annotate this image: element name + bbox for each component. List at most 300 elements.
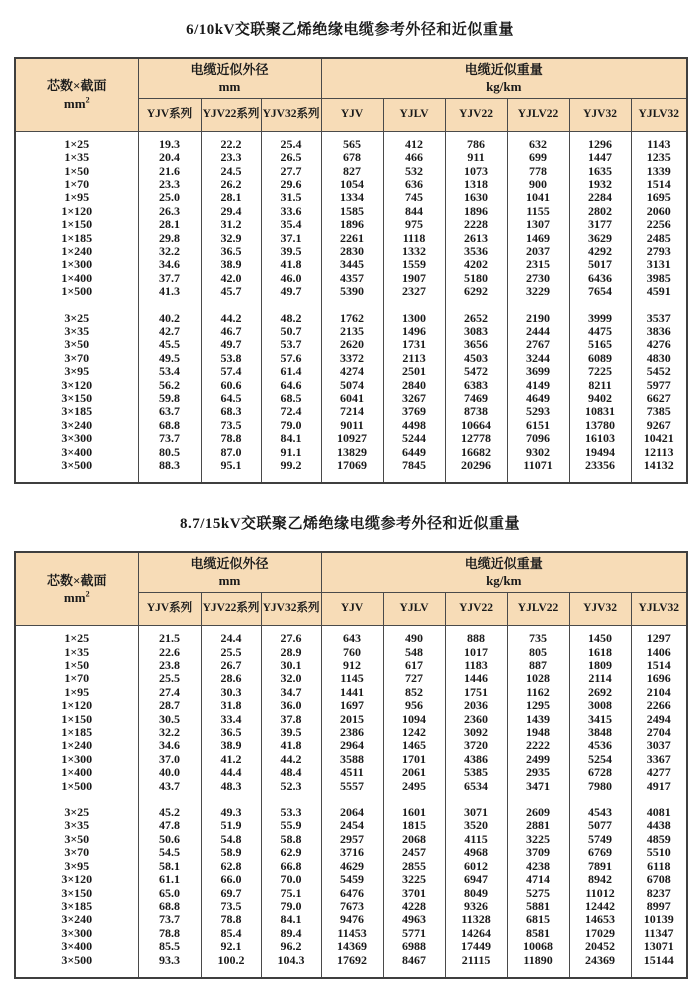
header-od-group-cell <box>138 552 321 592</box>
header-yjv32-series: YJV32系列 <box>261 98 321 131</box>
value-cell: 735 <box>507 626 569 646</box>
value-cell: 16103 <box>569 432 631 445</box>
spec-cell: 1×120 <box>15 205 138 218</box>
spec-cell: 3×400 <box>15 940 138 953</box>
value-cell: 14653 <box>569 913 631 926</box>
table-row <box>15 419 687 432</box>
value-cell: 33.4 <box>201 713 261 726</box>
table-row <box>15 699 687 712</box>
value-cell: 4081 <box>631 806 687 819</box>
table-row <box>15 940 687 953</box>
value-cell: 92.1 <box>201 940 261 953</box>
table-row <box>15 325 687 338</box>
value-cell: 32.2 <box>138 245 201 258</box>
value-cell: 1635 <box>569 165 631 178</box>
value-cell: 3092 <box>445 726 507 739</box>
value-cell: 760 <box>321 646 383 659</box>
value-cell: 8211 <box>569 379 631 392</box>
value-cell: 36.5 <box>201 245 261 258</box>
header-wt-group-cell <box>321 58 687 98</box>
value-cell: 12113 <box>631 446 687 459</box>
value-cell: 78.8 <box>201 432 261 445</box>
value-cell: 64.6 <box>261 379 321 392</box>
value-cell: 41.3 <box>138 285 201 298</box>
value-cell: 4438 <box>631 819 687 832</box>
value-cell: 48.3 <box>201 780 261 793</box>
value-cell: 32.2 <box>138 726 201 739</box>
header-spec-unit: $mm^2$ <box>63 95 90 111</box>
value-cell: 3225 <box>507 833 569 846</box>
value-cell: 1441 <box>321 686 383 699</box>
value-cell: 3537 <box>631 312 687 325</box>
value-cell: 60.6 <box>201 379 261 392</box>
value-cell: 1073 <box>445 165 507 178</box>
header-yjlv: YJLV <box>383 593 445 626</box>
value-cell: 1300 <box>383 312 445 325</box>
header-wt-unit: kg/km <box>486 78 522 94</box>
value-cell: 5749 <box>569 833 631 846</box>
value-cell: 4963 <box>383 913 445 926</box>
value-cell: 26.7 <box>201 659 261 672</box>
value-cell: 37.8 <box>261 713 321 726</box>
table-row <box>15 392 687 405</box>
value-cell: 2386 <box>321 726 383 739</box>
value-cell: 2256 <box>631 218 687 231</box>
value-cell: 26.3 <box>138 205 201 218</box>
value-cell: 17449 <box>445 940 507 953</box>
value-cell: 1601 <box>383 806 445 819</box>
value-cell: 55.9 <box>261 819 321 832</box>
table-row <box>15 726 687 739</box>
value-cell: 73.7 <box>138 432 201 445</box>
value-cell: 1041 <box>507 191 569 204</box>
value-cell: 78.8 <box>201 913 261 926</box>
table2-title: 8.7/15kV交联聚乙烯绝缘电缆参考外径和近似重量 <box>179 516 521 533</box>
value-cell: 5017 <box>569 258 631 271</box>
value-cell: 27.7 <box>261 165 321 178</box>
value-cell: 1701 <box>383 753 445 766</box>
header-yjlv22: YJLV22 <box>507 98 569 131</box>
value-cell: 1450 <box>569 626 631 646</box>
value-cell: 4357 <box>321 272 383 285</box>
value-cell: 19494 <box>569 446 631 459</box>
value-cell: 565 <box>321 131 383 151</box>
spacer-cell <box>321 299 383 312</box>
table2-body <box>15 626 687 978</box>
value-cell: 4202 <box>445 258 507 271</box>
value-cell: 68.8 <box>138 419 201 432</box>
value-cell: 49.7 <box>261 285 321 298</box>
spec-cell: 3×25 <box>15 806 138 819</box>
value-cell: 3720 <box>445 739 507 752</box>
value-cell: 1162 <box>507 686 569 699</box>
value-cell: 5275 <box>507 887 569 900</box>
value-cell: 2454 <box>321 819 383 832</box>
value-cell: 57.6 <box>261 352 321 365</box>
value-cell: 23.8 <box>138 659 201 672</box>
value-cell: 61.1 <box>138 873 201 886</box>
value-cell: 4276 <box>631 338 687 351</box>
value-cell: 3536 <box>445 245 507 258</box>
value-cell: 4149 <box>507 379 569 392</box>
value-cell: 49.7 <box>201 338 261 351</box>
value-cell: 6534 <box>445 780 507 793</box>
cable-table-8-7-15kv <box>14 551 688 978</box>
value-cell: 53.3 <box>261 806 321 819</box>
value-cell: 2652 <box>445 312 507 325</box>
value-cell: 956 <box>383 699 445 712</box>
header-yjlv22: YJLV22 <box>507 593 569 626</box>
value-cell: 6476 <box>321 887 383 900</box>
spec-cell: 3×70 <box>15 352 138 365</box>
spec-cell: 3×70 <box>15 846 138 859</box>
value-cell: 466 <box>383 151 445 164</box>
value-cell: 2114 <box>569 672 631 685</box>
value-cell: 2881 <box>507 819 569 832</box>
value-cell: 34.6 <box>138 258 201 271</box>
value-cell: 44.2 <box>201 312 261 325</box>
value-cell: 78.8 <box>138 927 201 940</box>
value-cell: 778 <box>507 165 569 178</box>
value-cell: 1439 <box>507 713 569 726</box>
value-cell: 38.9 <box>201 739 261 752</box>
value-cell: 73.7 <box>138 913 201 926</box>
value-cell: 3471 <box>507 780 569 793</box>
value-cell: 2327 <box>383 285 445 298</box>
value-cell: 85.5 <box>138 940 201 953</box>
value-cell: 1559 <box>383 258 445 271</box>
value-cell: 5385 <box>445 766 507 779</box>
value-cell: 5459 <box>321 873 383 886</box>
value-cell: 29.4 <box>201 205 261 218</box>
spec-cell: 1×500 <box>15 780 138 793</box>
header-yjv-series: YJV系列 <box>138 98 201 131</box>
value-cell: 69.7 <box>201 887 261 900</box>
spec-cell: 3×300 <box>15 927 138 940</box>
table-row <box>15 806 687 819</box>
value-cell: 6947 <box>445 873 507 886</box>
value-cell: 1496 <box>383 325 445 338</box>
value-cell: 3415 <box>569 713 631 726</box>
header-wt-group-label: 电缆近似重量 <box>464 62 543 77</box>
table-row <box>15 285 687 298</box>
value-cell: 7845 <box>383 459 445 483</box>
value-cell: 2613 <box>445 232 507 245</box>
value-cell: 91.1 <box>261 446 321 459</box>
header-yjv32: YJV32 <box>569 593 631 626</box>
header-od-unit: mm <box>218 78 241 94</box>
value-cell: 5771 <box>383 927 445 940</box>
value-cell: 52.3 <box>261 780 321 793</box>
spec-cell: 3×35 <box>15 325 138 338</box>
value-cell: 28.1 <box>201 191 261 204</box>
value-cell: 5165 <box>569 338 631 351</box>
value-cell: 5180 <box>445 272 507 285</box>
value-cell: 79.0 <box>261 900 321 913</box>
spec-cell: 1×150 <box>15 713 138 726</box>
value-cell: 9267 <box>631 419 687 432</box>
value-cell: 10664 <box>445 419 507 432</box>
value-cell: 17029 <box>569 927 631 940</box>
value-cell: 6041 <box>321 392 383 405</box>
value-cell: 22.2 <box>201 131 261 151</box>
spec-cell: 1×25 <box>15 626 138 646</box>
value-cell: 3008 <box>569 699 631 712</box>
value-cell: 2793 <box>631 245 687 258</box>
value-cell: 30.1 <box>261 659 321 672</box>
value-cell: 41.8 <box>261 258 321 271</box>
value-cell: 2957 <box>321 833 383 846</box>
value-cell: 30.3 <box>201 686 261 699</box>
value-cell: 39.5 <box>261 245 321 258</box>
value-cell: 6708 <box>631 873 687 886</box>
value-cell: 1465 <box>383 739 445 752</box>
table-row <box>15 178 687 191</box>
table-row <box>15 686 687 699</box>
value-cell: 4968 <box>445 846 507 859</box>
value-cell: 1183 <box>445 659 507 672</box>
value-cell: 4277 <box>631 766 687 779</box>
value-cell: 7096 <box>507 432 569 445</box>
value-cell: 36.0 <box>261 699 321 712</box>
value-cell: 95.1 <box>201 459 261 483</box>
value-cell: 14132 <box>631 459 687 483</box>
value-cell: 1695 <box>631 191 687 204</box>
value-cell: 2730 <box>507 272 569 285</box>
value-cell: 1339 <box>631 165 687 178</box>
value-cell: 39.5 <box>261 726 321 739</box>
value-cell: 900 <box>507 178 569 191</box>
value-cell: 96.2 <box>261 940 321 953</box>
table1-body <box>15 131 687 483</box>
value-cell: 27.4 <box>138 686 201 699</box>
header-yjv-series: YJV系列 <box>138 593 201 626</box>
value-cell: 10068 <box>507 940 569 953</box>
value-cell: 45.5 <box>138 338 201 351</box>
table-row <box>15 191 687 204</box>
value-cell: 727 <box>383 672 445 685</box>
table-row <box>15 352 687 365</box>
value-cell: 8997 <box>631 900 687 913</box>
value-cell: 1406 <box>631 646 687 659</box>
value-cell: 827 <box>321 165 383 178</box>
spec-cell: 3×50 <box>15 338 138 351</box>
value-cell: 1469 <box>507 232 569 245</box>
spec-cell: 3×185 <box>15 405 138 418</box>
value-cell: 4228 <box>383 900 445 913</box>
value-cell: 1585 <box>321 205 383 218</box>
value-cell: 17069 <box>321 459 383 483</box>
value-cell: 617 <box>383 659 445 672</box>
table-row <box>15 846 687 859</box>
value-cell: 911 <box>445 151 507 164</box>
table-row <box>15 446 687 459</box>
value-cell: 59.8 <box>138 392 201 405</box>
value-cell: 1630 <box>445 191 507 204</box>
value-cell: 3656 <box>445 338 507 351</box>
value-cell: 1334 <box>321 191 383 204</box>
value-cell: 4714 <box>507 873 569 886</box>
value-cell: 62.9 <box>261 846 321 859</box>
value-cell: 20452 <box>569 940 631 953</box>
value-cell: 11071 <box>507 459 569 483</box>
value-cell: 37.1 <box>261 232 321 245</box>
value-cell: 7980 <box>569 780 631 793</box>
value-cell: 3701 <box>383 887 445 900</box>
value-cell: 2802 <box>569 205 631 218</box>
value-cell: 9326 <box>445 900 507 913</box>
table-row <box>15 780 687 793</box>
table-row <box>15 659 687 672</box>
value-cell: 30.5 <box>138 713 201 726</box>
value-cell: 41.2 <box>201 753 261 766</box>
value-cell: 3848 <box>569 726 631 739</box>
table-row <box>15 232 687 245</box>
value-cell: 2228 <box>445 218 507 231</box>
value-cell: 7673 <box>321 900 383 913</box>
value-cell: 2830 <box>321 245 383 258</box>
value-cell: 6728 <box>569 766 631 779</box>
header-yjv22-series: YJV22系列 <box>201 98 261 131</box>
value-cell: 88.3 <box>138 459 201 483</box>
value-cell: 31.5 <box>261 191 321 204</box>
header-od-group-label: 电缆近似外径 <box>190 62 269 77</box>
value-cell: 16682 <box>445 446 507 459</box>
header-spec-cell <box>15 552 138 625</box>
spec-cell: 1×185 <box>15 232 138 245</box>
value-cell: 54.8 <box>201 833 261 846</box>
value-cell: 1118 <box>383 232 445 245</box>
value-cell: 63.7 <box>138 405 201 418</box>
value-cell: 2501 <box>383 365 445 378</box>
value-cell: 19.3 <box>138 131 201 151</box>
value-cell: 6383 <box>445 379 507 392</box>
value-cell: 3709 <box>507 846 569 859</box>
spacer-cell <box>507 299 569 312</box>
value-cell: 699 <box>507 151 569 164</box>
spec-cell: 1×240 <box>15 245 138 258</box>
value-cell: 5472 <box>445 365 507 378</box>
table-row <box>15 927 687 940</box>
value-cell: 786 <box>445 131 507 151</box>
value-cell: 22.6 <box>138 646 201 659</box>
value-cell: 36.5 <box>201 726 261 739</box>
table-row <box>15 338 687 351</box>
value-cell: 9011 <box>321 419 383 432</box>
value-cell: 68.8 <box>138 900 201 913</box>
value-cell: 23.3 <box>201 151 261 164</box>
value-cell: 1054 <box>321 178 383 191</box>
spec-cell: 3×95 <box>15 860 138 873</box>
value-cell: 58.8 <box>261 833 321 846</box>
value-cell: 3071 <box>445 806 507 819</box>
spec-cell: 1×300 <box>15 753 138 766</box>
header-spec-unit: $mm^2$ <box>63 589 90 605</box>
value-cell: 4536 <box>569 739 631 752</box>
value-cell: 42.7 <box>138 325 201 338</box>
value-cell: 2499 <box>507 753 569 766</box>
table-row <box>15 245 687 258</box>
value-cell: 61.4 <box>261 365 321 378</box>
value-cell: 31.8 <box>201 699 261 712</box>
spec-cell: 3×240 <box>15 419 138 432</box>
table-row <box>15 646 687 659</box>
value-cell: 1514 <box>631 659 687 672</box>
value-cell: 53.8 <box>201 352 261 365</box>
table-row <box>15 379 687 392</box>
value-cell: 46.7 <box>201 325 261 338</box>
value-cell: 8237 <box>631 887 687 900</box>
value-cell: 68.5 <box>261 392 321 405</box>
value-cell: 65.0 <box>138 887 201 900</box>
header-wt-group-label: 电缆近似重量 <box>464 556 543 572</box>
header-spec-label: 芯数×截面 <box>47 78 107 94</box>
value-cell: 25.5 <box>201 646 261 659</box>
value-cell: 72.4 <box>261 405 321 418</box>
value-cell: 745 <box>383 191 445 204</box>
value-cell: 49.3 <box>201 806 261 819</box>
value-cell: 2495 <box>383 780 445 793</box>
value-cell: 4629 <box>321 860 383 873</box>
table-row <box>15 819 687 832</box>
spec-cell: 1×70 <box>15 178 138 191</box>
value-cell: 45.7 <box>201 285 261 298</box>
header-od-group-label: 电缆近似外径 <box>190 556 269 572</box>
value-cell: 2609 <box>507 806 569 819</box>
value-cell: 14369 <box>321 940 383 953</box>
value-cell: 9402 <box>569 392 631 405</box>
table-row <box>15 205 687 218</box>
value-cell: 28.7 <box>138 699 201 712</box>
header-wt-unit: kg/km <box>486 573 522 589</box>
value-cell: 11347 <box>631 927 687 940</box>
value-cell: 1751 <box>445 686 507 699</box>
value-cell: 21.6 <box>138 165 201 178</box>
value-cell: 46.0 <box>261 272 321 285</box>
header-wt-group-cell <box>321 552 687 592</box>
table-row <box>15 272 687 285</box>
value-cell: 64.5 <box>201 392 261 405</box>
value-cell: 3985 <box>631 272 687 285</box>
value-cell: 21.5 <box>138 626 201 646</box>
value-cell: 53.7 <box>261 338 321 351</box>
value-cell: 1145 <box>321 672 383 685</box>
spec-cell: 3×95 <box>15 365 138 378</box>
value-cell: 2444 <box>507 325 569 338</box>
value-cell: 66.8 <box>261 860 321 873</box>
spec-cell: 3×300 <box>15 432 138 445</box>
value-cell: 26.5 <box>261 151 321 164</box>
spec-cell: 1×400 <box>15 766 138 779</box>
value-cell: 37.7 <box>138 272 201 285</box>
value-cell: 10831 <box>569 405 631 418</box>
value-cell: 4475 <box>569 325 631 338</box>
value-cell: 11453 <box>321 927 383 940</box>
header-yjv22: YJV22 <box>445 98 507 131</box>
value-cell: 3229 <box>507 285 569 298</box>
value-cell: 2485 <box>631 232 687 245</box>
group-header-row <box>15 58 687 98</box>
value-cell: 3445 <box>321 258 383 271</box>
value-cell: 8738 <box>445 405 507 418</box>
value-cell: 8581 <box>507 927 569 940</box>
value-cell: 7891 <box>569 860 631 873</box>
value-cell: 912 <box>321 659 383 672</box>
value-cell: 20296 <box>445 459 507 483</box>
value-cell: 887 <box>507 659 569 672</box>
value-cell: 68.3 <box>201 405 261 418</box>
value-cell: 7469 <box>445 392 507 405</box>
